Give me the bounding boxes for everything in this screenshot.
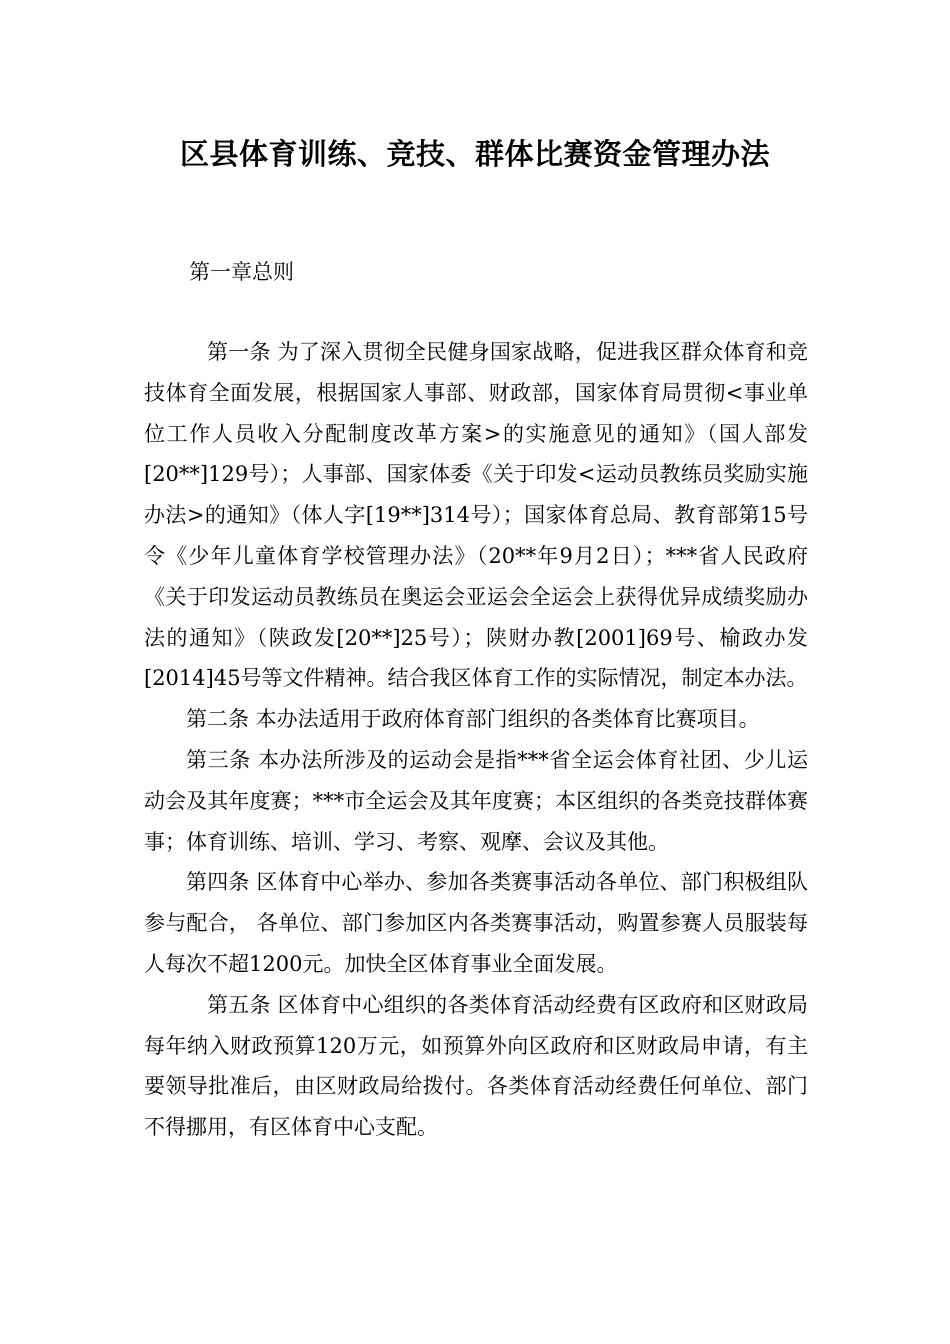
document-title: 区县体育训练、竞技、群体比赛资金管理办法	[179, 137, 770, 171]
article-1-paragraph: 第一条 为了深入贯彻全民健身国家战略，促进我区群众体育和竞技体育全面发展，根据国家人事部、财政部，国家体育局贯彻<事业单位工作人员收入分配制度改革方案>的实施意见的通知》（国人部发[20**]129号）；人事部、国家体委《关于印发<运动员教练员奖励实施办法>的通知》（体人字[19**]314号）；国家体育总局、教育部第15号令《少年儿童体育学校管理办法》（20**年9月2日）；***省人民政府《关于印发运动员教练员在奥运会亚运会全运会上获得优异成绩奖励办法的通知》（陕政发[20**]25号）；陕财办教[2001]69号、榆政办发[2014]45号等文件精神。结合我区体育工作的实际情况，制定本办法。	[144, 340, 808, 691]
article-3-paragraph: 第三条 本办法所涉及的运动会是指***省全运会体育社团、少儿运动会及其年度赛；***市全运会及其年度赛；本区组织的各类竞技群体赛事；体育训练、培训、学习、考察、观摩、会议及其他。	[144, 747, 808, 854]
chapter-heading: 第一章总则	[189, 260, 294, 284]
document-body	[144, 332, 808, 1148]
article-2-paragraph: 第二条 本办法适用于政府体育部门组织的各类体育比赛项目。	[186, 707, 760, 732]
article-4-paragraph: 第四条 区体育中心举办、参加各类赛事活动各单位、部门积极组队参与配合， 各单位、部门参加区内各类赛事活动，购置参赛人员服装每人每次不超1200元。加快全区体育事业全面发展。	[144, 870, 808, 976]
article-5-paragraph: 第五条 区体育中心组织的各类体育活动经费有区政府和区财政局每年纳入财政预算120万元，如预算外向区政府和区财政局申请，有主要领导批准后，由区财政局给拨付。各类体育活动经费任何单位、部门不得挪用，有区体育中心支配。	[144, 992, 808, 1140]
